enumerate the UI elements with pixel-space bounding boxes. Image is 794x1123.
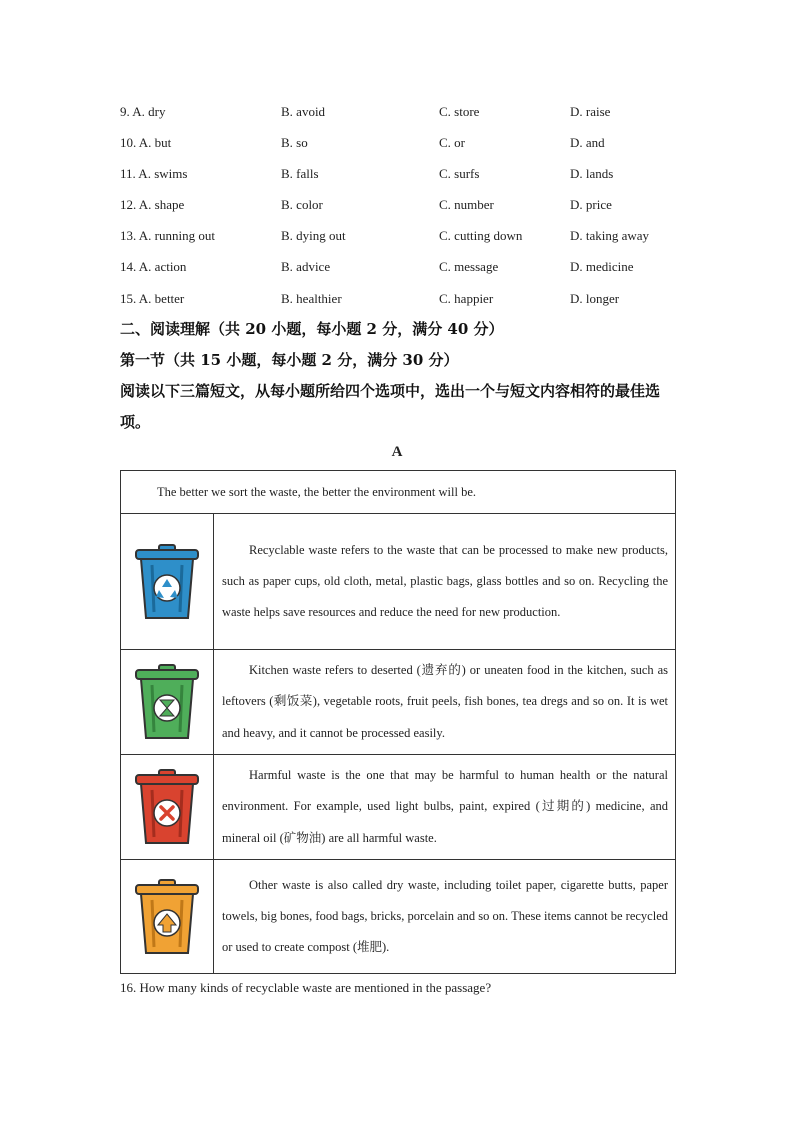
- part-title: 第一节（共 15 小题，每小题 2 分，满分 30 分）: [120, 351, 459, 369]
- option-c: C. or: [439, 135, 465, 151]
- option-a: 13. A. running out: [120, 228, 215, 244]
- recycle-bin-icon: [121, 514, 214, 650]
- option-row-10: [120, 127, 680, 158]
- option-c: C. cutting down: [439, 228, 523, 244]
- option-a: 10. A. but: [120, 135, 172, 151]
- harmful-waste-bin-icon: [121, 755, 214, 860]
- option-row-14: [120, 251, 680, 282]
- option-row-12: [120, 189, 680, 220]
- option-row-9: [120, 96, 680, 127]
- option-c: C. store: [439, 104, 480, 119]
- other-waste-bin-icon: [121, 860, 214, 974]
- kitchen-waste-bin-icon: [121, 650, 214, 755]
- other-waste-text: Other waste is also called dry waste, including toilet paper, cigarette butts, paper towels, big bones, food bags, bricks, porcelain and so on. These items cannot be recycled or used to create compost (堆肥).: [214, 860, 676, 974]
- option-c: C. surfs: [439, 166, 480, 182]
- option-d: D. price: [570, 197, 612, 213]
- option-b: B. dying out: [281, 228, 346, 244]
- question-16: 16. How many kinds of recyclable waste are mentioned in the passage?: [120, 980, 492, 995]
- option-row-13: [120, 220, 680, 251]
- option-c: C. message: [439, 259, 499, 275]
- waste-table: [120, 470, 676, 974]
- recyclable-waste-text: Recyclable waste refers to the waste that can be processed to make new products, such as paper cups, old cloth, metal, plastic bags, glass bottles and so on. Recycling the waste helps save resources and reduce the need for new production.: [214, 514, 676, 650]
- option-b: B. color: [281, 197, 323, 213]
- instructions: 阅读以下三篇短文，从每小题所给四个选项中，选出一个与短文内容相符的最佳选项。: [120, 382, 661, 431]
- option-c: C. number: [439, 197, 494, 213]
- option-d: D. medicine: [570, 259, 634, 275]
- option-c: C. happier: [439, 290, 494, 306]
- option-row-15: [120, 283, 680, 314]
- option-d: D. raise: [570, 104, 611, 119]
- table-row: [121, 755, 676, 860]
- table-row: [121, 650, 676, 755]
- option-a: 14. A. action: [120, 259, 187, 275]
- answer-options: [120, 96, 680, 314]
- option-b: B. advice: [281, 259, 331, 275]
- harmful-waste-text: Harmful waste is the one that may be harmful to human health or the natural environment. For example, used light bulbs, paint, expired (过期的) medicine, and mineral oil (矿物油) are all harmful waste.: [214, 755, 676, 860]
- option-a: 11. A. swims: [120, 166, 188, 182]
- passage-label: A: [391, 444, 403, 460]
- option-a: 15. A. better: [120, 290, 185, 306]
- table-header: The better we sort the waste, the better the environment will be.: [121, 471, 676, 514]
- table-row: [121, 514, 676, 650]
- option-a: 12. A. shape: [120, 197, 185, 213]
- option-b: B. avoid: [281, 104, 326, 119]
- option-b: B. healthier: [281, 290, 342, 306]
- option-d: D. and: [570, 135, 605, 151]
- option-row-11: [120, 158, 680, 189]
- kitchen-waste-text: Kitchen waste refers to deserted (遗弃的) or uneaten food in the kitchen, such as leftovers (剩饭菜), vegetable roots, fruit peels, fish bones, tea dregs and so on. It is wet and heavy, and it cannot be processed easily.: [214, 650, 676, 755]
- option-b: B. so: [281, 135, 308, 151]
- option-d: D. lands: [570, 166, 614, 182]
- option-d: D. longer: [570, 290, 620, 306]
- option-d: D. taking away: [570, 228, 650, 244]
- option-b: B. falls: [281, 166, 319, 182]
- section-title: 二、阅读理解（共 20 小题，每小题 2 分，满分 40 分）: [120, 320, 504, 338]
- option-a: 9. A. dry: [120, 104, 166, 119]
- table-row: [121, 860, 676, 974]
